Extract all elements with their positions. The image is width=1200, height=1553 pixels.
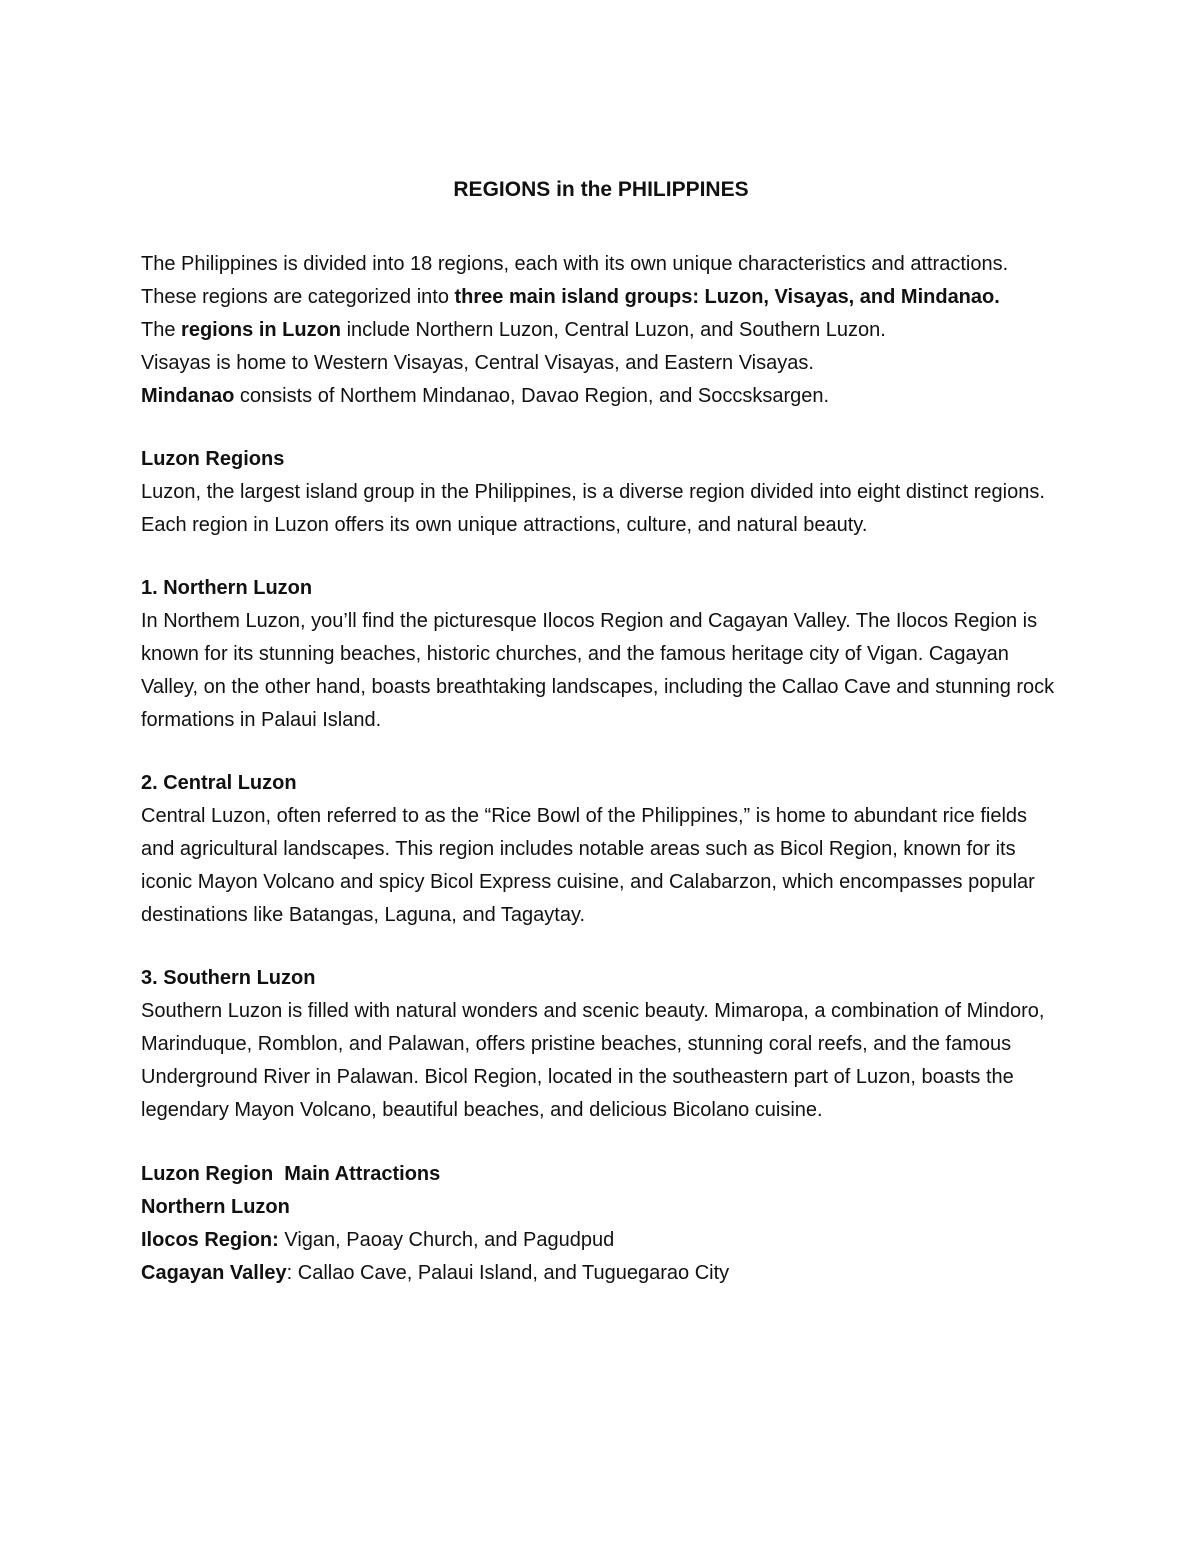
cagayan-text: : Callao Cave, Palaui Island, and Tuguegarao City	[286, 1262, 730, 1284]
intro-line-3-bold: regions in Luzon	[181, 319, 342, 341]
luzon-regions-section	[141, 443, 1061, 542]
southern-luzon-heading: 3. Southern Luzon	[141, 967, 316, 989]
attractions-section	[141, 1158, 1061, 1290]
intro-line-1: The Philippines is divided into 18 regions, each with its own unique characteristics and attractions.	[141, 253, 1009, 275]
ilocos-label: Ilocos Region:	[141, 1229, 279, 1251]
intro-line-3-pre: The	[141, 319, 182, 341]
northern-luzon-section	[141, 572, 1061, 737]
luzon-regions-body: Luzon, the largest island group in the Philippines, is a diverse region divided into eight distinct regions. Each region in Luzon offers its own unique attractions, culture, and natural beauty.	[141, 481, 1045, 536]
central-luzon-body: Central Luzon, often referred to as the “Rice Bowl of the Philippines,” is home to abundant rice fields and agricultural landscapes. This region includes notable areas such as Bicol Region, known for its iconic Mayon Volcano and spicy Bicol Express cuisine, and Calabarzon, which encompasses popular destinations like Batangas, Laguna, and Tagaytay.	[141, 805, 1035, 926]
intro-line-2-text: These regions are categorized into	[141, 286, 455, 308]
southern-luzon-body: Southern Luzon is filled with natural wonders and scenic beauty. Mimaropa, a combination of Mindoro, Marinduque, Romblon, and Palawan, offers pristine beaches, stunning coral reefs, and the famous Underground River in Palawan. Bicol Region, located in the southeastern part of Luzon, boasts the legendary Mayon Volcano, beautiful beaches, and delicious Bicolano cuisine.	[141, 1000, 1045, 1121]
northern-luzon-heading: 1. Northern Luzon	[141, 577, 313, 599]
ilocos-text: Vigan, Paoay Church, and Pagudpud	[278, 1229, 615, 1251]
intro-line-5-post: consists of Northem Mindanao, Davao Region, and Soccsksargen.	[234, 385, 830, 407]
central-luzon-section	[141, 767, 1061, 932]
central-luzon-heading: 2. Central Luzon	[141, 772, 297, 794]
document-title: REGIONS in the PHILIPPINES	[453, 178, 749, 201]
northern-luzon-body: In Northem Luzon, you’ll find the picturesque Ilocos Region and Cagayan Valley. The Ilocos Region is known for its stunning beaches, historic churches, and the famous heritage city of Vigan. Cagayan Valley, on the other hand, boasts breathtaking landscapes, including the Callao Cave and stunning rock formations in Palaui Island.	[141, 610, 1055, 731]
attractions-heading: Luzon Region Main Attractions	[141, 1163, 441, 1185]
intro-section	[141, 248, 1061, 413]
cagayan-label: Cagayan Valley	[141, 1262, 287, 1284]
ilocos-attractions	[141, 1224, 1061, 1257]
southern-luzon-section	[141, 962, 1061, 1127]
intro-line-3-post: include Northern Luzon, Central Luzon, and Southern Luzon.	[341, 319, 886, 341]
intro-line-3	[141, 314, 1061, 347]
intro-line-5	[141, 380, 1061, 413]
intro-line-2	[141, 281, 1061, 314]
document-page	[141, 176, 1061, 1290]
intro-line-2-bold: three main island groups: Luzon, Visayas, and Mindanao.	[454, 286, 1000, 308]
attractions-subheading: Northern Luzon	[141, 1196, 290, 1218]
cagayan-attractions	[141, 1257, 1061, 1290]
intro-line-4: Visayas is home to Western Visayas, Central Visayas, and Eastern Visayas.	[141, 352, 814, 374]
intro-line-5-bold: Mindanao	[141, 385, 235, 407]
luzon-regions-heading: Luzon Regions	[141, 448, 285, 470]
